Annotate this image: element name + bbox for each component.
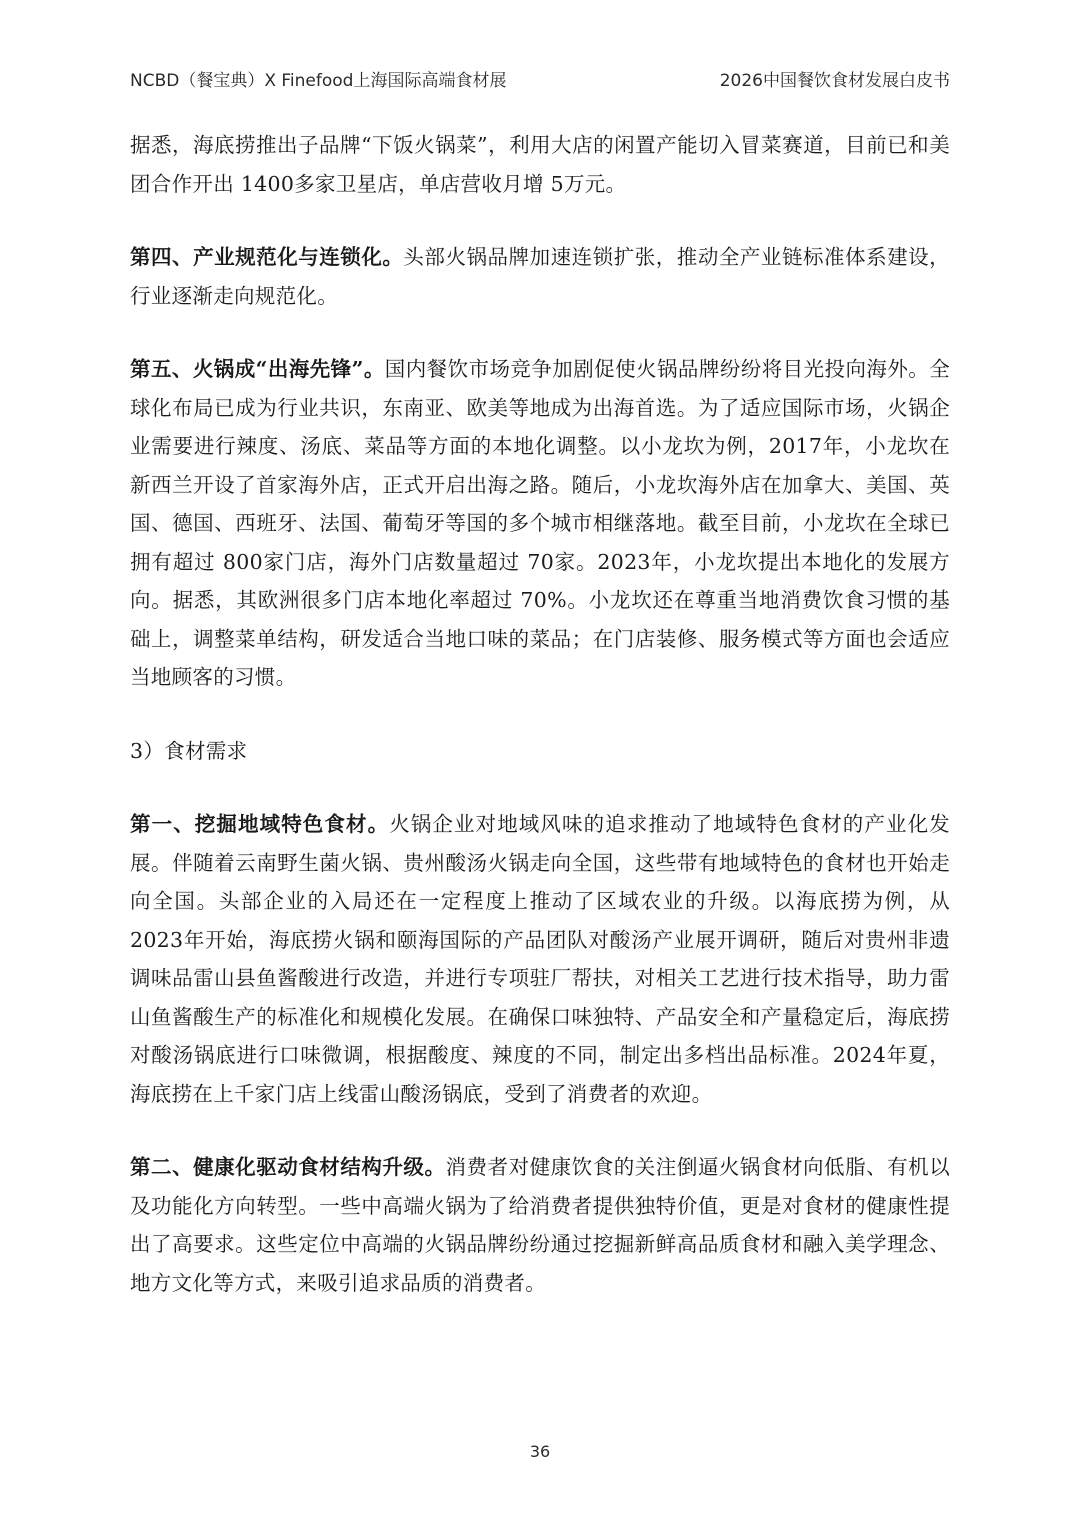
paragraph-text: 国内餐饮市场竞争加剧促使火锅品牌纷纷将目光投向海外。全球化布局已成为行业共识，东南亚、欧美等地成为出海首选。为了适应国际市场，火锅企业需要进行辣度、汤底、菜品等方面的本地化调整。以小龙坎为例，2017年，小龙坎在新西兰开设了首家海外店，正式开启出海之路。随后，小龙坎海外店在加拿大、美国、英国、德国、西班牙、法国、葡萄牙等国的多个城市相继落地。截至目前，小龙坎在全球已拥有超过 800家门店，海外门店数量超过 70家。2023年，小龙坎提出本地化的发展方向。据悉，其欧洲很多门店本地化率超过 70%。小龙坎还在尊重当地消费饮食习惯的基础上，调整菜单结构，研发适合当地口味的菜品；在门店装修、服务模式等方面也会适应当地顾客的习惯。 xyxy=(130,357,950,689)
page-header xyxy=(130,66,950,92)
paragraph xyxy=(130,238,950,315)
paragraph xyxy=(130,350,950,697)
paragraph-lead: 第四、产业规范化与连锁化。 xyxy=(130,245,404,269)
page-body xyxy=(130,126,950,1337)
header-left-title: NCBD（餐宝典）X Finefood上海国际高端食材展 xyxy=(130,71,507,91)
page-number: 36 xyxy=(529,1442,551,1461)
paragraph xyxy=(130,805,950,1113)
paragraph-text: 据悉，海底捞推出子品牌“下饭火锅菜”，利用大店的闲置产能切入冒菜赛道，目前已和美团合作开出 1400多家卫星店，单店营收月增 5万元。 xyxy=(130,133,950,196)
paragraph-lead: 第二、健康化驱动食材结构升级。 xyxy=(130,1155,446,1179)
section-heading-text: 3）食材需求 xyxy=(130,738,248,763)
header-right-title: 2026中国餐饮食材发展白皮书 xyxy=(719,71,950,91)
paragraph-text: 消费者对健康饮食的关注倒逼火锅食材向低脂、有机以及功能化方向转型。一些中高端火锅为了给消费者提供独特价值，更是对食材的健康性提出了高要求。这些定位中高端的火锅品牌纷纷通过挖掘新鲜高品质食材和融入美学理念、地方文化等方式，来吸引追求品质的消费者。 xyxy=(130,1155,951,1295)
paragraph-lead: 第一、挖掘地域特色食材。 xyxy=(130,812,390,836)
paragraph-lead: 第五、火锅成“出海先锋”。 xyxy=(130,357,385,381)
section-heading xyxy=(130,732,950,771)
paragraph xyxy=(130,126,950,203)
paragraph-text: 火锅企业对地域风味的追求推动了地域特色食材的产业化发展。伴随着云南野生菌火锅、贵州酸汤火锅走向全国，这些带有地域特色的食材也开始走向全国。头部企业的入局还在一定程度上推动了区域农业的升级。以海底捞为例，从 2023年开始，海底捞火锅和颐海国际的产品团队对酸汤产业展开调研，随后对贵州非遗调味品雷山县鱼酱酸进行改造，并进行专项驻厂帮扶，对相关工艺进行技术指导，助力雷山鱼酱酸生产的标准化和规模化发展。在确保口味独特、产品安全和产量稳定后，海底捞对酸汤锅底进行口味微调，根据酸度、辣度的不同，制定出多档出品标准。2024年夏，海底捞在上千家门店上线雷山酸汤锅底，受到了消费者的欢迎。 xyxy=(130,812,950,1106)
paragraph xyxy=(130,1148,950,1302)
paragraph-text: 头部火锅品牌加速连锁扩张，推动全产业链标准体系建设，行业逐渐走向规范化。 xyxy=(130,245,950,308)
